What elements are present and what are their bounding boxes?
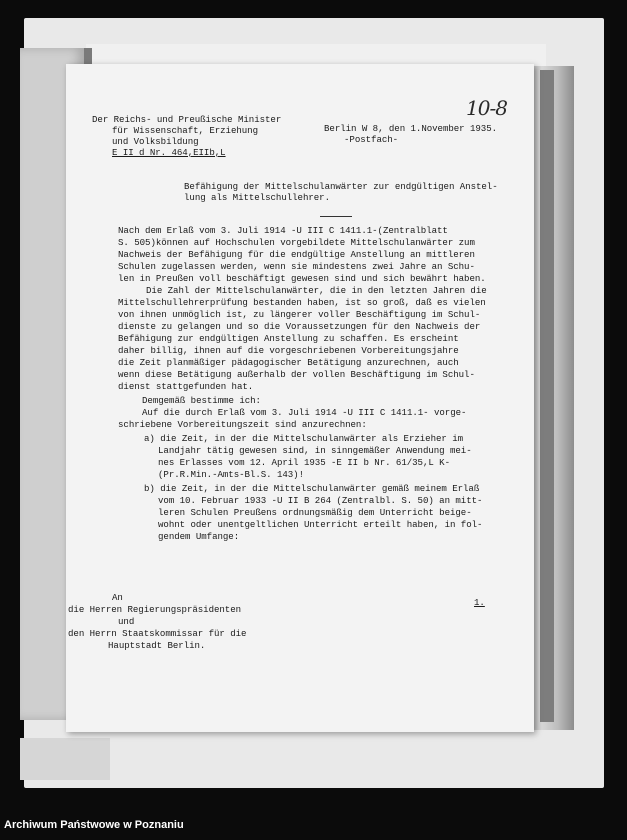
list-item-a: Landjahr tätig gewesen sind, in sinngemäßer Anwendung mei-	[158, 445, 472, 456]
page-marker: 1.	[474, 597, 485, 608]
body-line: Nach dem Erlaß vom 3. Juli 1914 -U III C 1411.1-(Zentralblatt	[118, 225, 448, 236]
body-line: daher billig, ihnen auf die vorgeschriebenen Vorbereitungsjahre	[118, 345, 459, 356]
body-line: Auf die durch Erlaß vom 3. Juli 1914 -U III C 1411.1- vorge-	[142, 407, 467, 418]
body-line: Schulen zugelassen werden, wenn sie mindestens zwei Jahre an Schu-	[118, 261, 475, 272]
body-line: Demgemäß bestimme ich:	[142, 395, 261, 406]
list-item-a: a) die Zeit, in der die Mittelschulanwärter als Erzieher im	[144, 433, 464, 444]
subject-line: Befähigung der Mittelschulanwärter zur endgültigen Anstel-	[184, 181, 498, 192]
body-line: wenn diese Betätigung außerhalb der vollen Beschäftigung im Schul-	[118, 369, 475, 380]
sender-line: Der Reichs- und Preußische Minister	[92, 114, 282, 125]
body-line: Mittelschullehrerprüfung bestanden haben, ist so groß, daß es vielen	[118, 297, 486, 308]
sender-line: für Wissenschaft, Erziehung	[112, 125, 258, 136]
folder-right-shadow	[540, 70, 554, 722]
place-date: Berlin W 8, den 1.November 1935.	[324, 123, 498, 134]
reference-number: E II d Nr. 464,EIIb,L	[112, 147, 226, 158]
addressee-line: die Herren Regierungspräsidenten	[68, 604, 242, 615]
body-line: Befähigung zur endgültigen Anstellung zu schaffen. Es erscheint	[118, 333, 459, 344]
subject-divider	[320, 216, 352, 217]
body-line: von ihnen unmöglich ist, zu längerer voller Beschäftigung im Schul-	[118, 309, 481, 320]
addressee-line: den Herrn Staatskommissar für die	[68, 628, 247, 639]
list-item-b: gendem Umfange:	[158, 531, 240, 542]
list-item-b: vom 10. Februar 1933 -U II B 264 (Zentralbl. S. 50) an mitt-	[158, 495, 483, 506]
archive-credit: Archiwum Państwowe w Poznaniu	[4, 819, 184, 831]
body-line: len in Preußen voll beschäftigt gewesen sind und sich bewährt haben.	[118, 273, 486, 284]
addressee-line: und	[118, 616, 135, 627]
list-item-b: wohnt oder unentgeltlichen Unterricht erteilt haben, in fol-	[158, 519, 483, 530]
postfach-label: -Postfach-	[344, 134, 399, 145]
sender-line: und Volksbildung	[112, 136, 199, 147]
body-line: schriebene Vorbereitungszeit sind anzurechnen:	[118, 419, 367, 430]
subject-line: lung als Mittelschullehrer.	[184, 192, 330, 203]
list-item-b: b) die Zeit, in der die Mittelschulanwärter gemäß meinem Erlaß	[144, 483, 480, 494]
archive-number-handwritten: 10-8	[466, 96, 507, 120]
body-line: dienste zu gelangen und so die Voraussetzungen für den Nachweis der	[118, 321, 481, 332]
body-line: S. 505)können auf Hochschulen vorgebildete Mittelschulanwärter zum	[118, 237, 475, 248]
body-line: dienst stattgefunden hat.	[118, 381, 254, 392]
folder-bottom-strip	[20, 738, 110, 780]
body-line: Nachweis der Befähigung für die endgültige Anstellung an mittleren	[118, 249, 475, 260]
addressee-line: Hauptstadt Berlin.	[108, 640, 206, 651]
document-sheet	[66, 64, 534, 732]
list-item-a: nes Erlasses vom 12. April 1935 -E II b Nr. 61/35,L K-	[158, 457, 450, 468]
body-line: die Zeit planmäßiger pädagogischer Betätigung anzurechnen, auch	[118, 357, 459, 368]
addressee-line: An	[112, 592, 123, 603]
list-item-b: leren Schulen Preußens ordnungsmäßig dem Unterricht beige-	[158, 507, 472, 518]
body-line: Die Zahl der Mittelschulanwärter, die in den letzten Jahren die	[146, 285, 487, 296]
list-item-a: (Pr.R.Min.-Amts-Bl.S. 143)!	[158, 469, 304, 480]
